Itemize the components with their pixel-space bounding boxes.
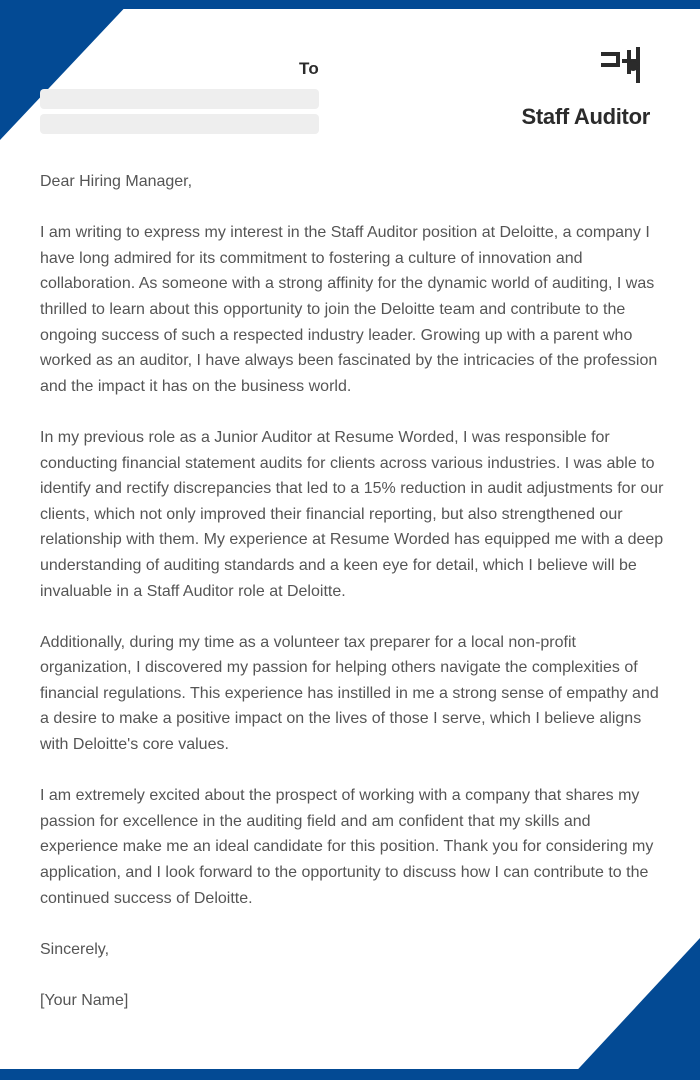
recipient-placeholder-line-2: [40, 114, 319, 134]
bottom-accent-bar: [0, 1069, 700, 1080]
bottom-right-corner-decoration: [568, 938, 700, 1080]
company-logo-icon: [600, 44, 646, 84]
letter-paragraph-1: I am writing to express my interest in the Staff Auditor position at Deloitte, a company I have long admired for its commitment to fostering a culture of innovation and collaboration. As someone with a strong affinity for the dynamic world of auditing, I was thrilled to learn about this opportunity to join the Deloitte team and contribute to the ongoing success of such a respected industry leader. Growing up with a parent who worked as an auditor, I have always been fascinated by the intricacies of the profession and the impact it has on the business world.: [40, 224, 658, 395]
letter-paragraph-3: Additionally, during my time as a volunteer tax preparer for a local non-profit organization, I discovered my passion for helping others navigate the complexities of financial regulations. This experience has instilled in me a strong sense of empathy and a desire to make a positive impact on the lives of those I serve, which I believe aligns with Deloitte's core values.: [40, 633, 659, 754]
job-title-heading: Staff Auditor: [521, 104, 650, 129]
letter-body: [40, 169, 664, 1014]
closing: Sincerely,: [40, 940, 110, 958]
salutation: Dear Hiring Manager,: [40, 173, 193, 190]
letter-paragraph-2: In my previous role as a Junior Auditor at Resume Worded, I was responsible for conducting financial statement audits for clients across various industries. I was able to identify and rectify discrepancies that led to a 15% reduction in audit adjustments for our clients, which not only improved their financial reporting, but also strengthened our relationship with them. My experience at Resume Worded has equipped me with a deep understanding of auditing standards and a keen eye for detail, which I believe will be invaluable in a Staff Auditor role at Deloitte.: [40, 428, 664, 600]
letter-paragraph-4: I am extremely excited about the prospect of working with a company that shares my passion for excellence in the auditing field and am confident that my skills and experience make me an ideal candidate for this position. Thank you for considering my application, and I look forward to the opportunity to discuss how I can contribute to the continued success of Deloitte.: [40, 787, 654, 907]
recipient-placeholder-line-1: [40, 89, 319, 109]
signature-name: [Your Name]: [40, 992, 129, 1009]
recipient-to-label: To: [299, 59, 319, 78]
